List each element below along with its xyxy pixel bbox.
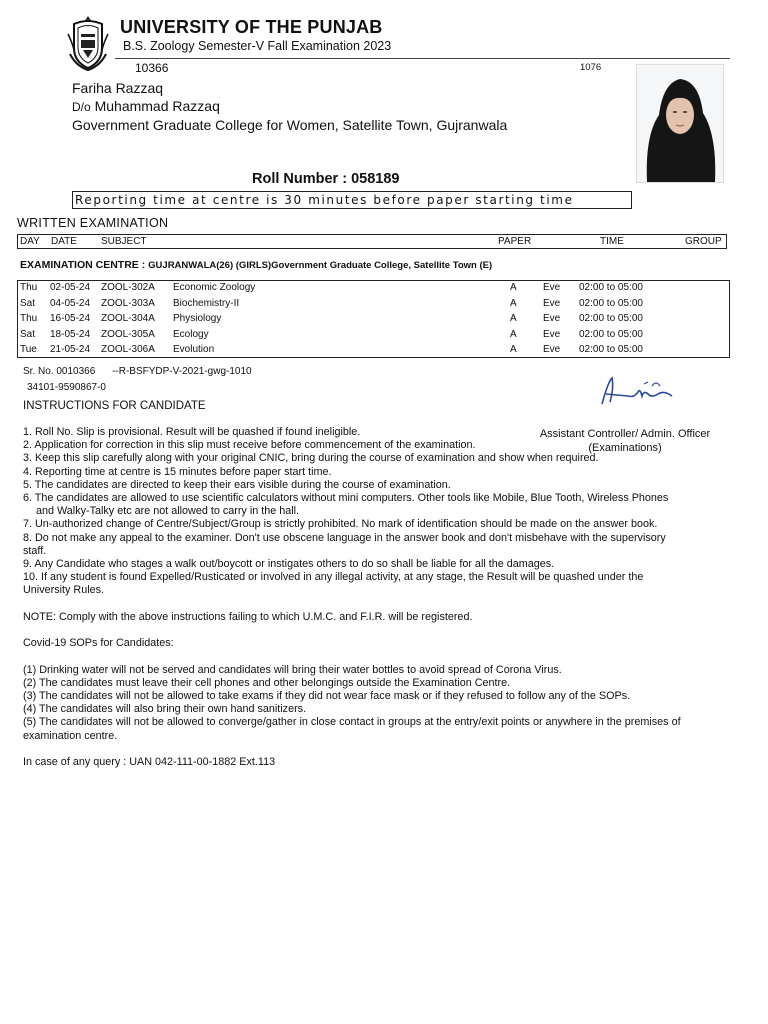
instruction-item: 3. Keep this slip carefully along with your original CNIC, bring during the course of examination and show when required. — [23, 452, 599, 465]
table-row — [18, 297, 729, 312]
row-subject: Evolution — [173, 344, 215, 355]
instruction-item: 6. The candidates are allowed to use scientific calculators without mini computers. Other tools like Mobile, Blue Tooth, Wireless Phones — [23, 492, 669, 505]
header-date: DATE — [51, 236, 77, 247]
row-time: 02:00 to 05:00 — [579, 282, 643, 293]
instruction-item: 7. Un-authorized change of Centre/Subject/Group is strictly prohibited. No mark of identification should be made on the answer book. — [23, 518, 658, 531]
table-row — [18, 328, 729, 343]
relation-prefix: D/o — [72, 100, 91, 114]
officer-department: (Examinations) — [588, 442, 662, 454]
schedule-table — [17, 280, 730, 358]
row-paper: A — [510, 297, 517, 309]
instructions-body — [23, 426, 741, 769]
row-date: 16-05-24 — [50, 313, 91, 324]
row-date: 02-05-24 — [50, 282, 91, 293]
written-exam-heading: WRITTEN EXAMINATION — [17, 216, 169, 230]
row-subject: Physiology — [173, 313, 222, 324]
covid-item: examination centre. — [23, 729, 118, 742]
row-code: ZOOL-302A — [101, 282, 155, 293]
reporting-note: Reporting time at centre is 30 minutes before paper starting time — [72, 191, 632, 209]
serial-number: 0010366 — [56, 366, 96, 377]
instructions-note: NOTE: Comply with the above instructions failing to which U.M.C. and F.I.R. will be registered. — [23, 610, 473, 623]
row-shift: Eve — [543, 328, 561, 340]
header-divider — [115, 58, 730, 59]
query-contact: In case of any query : UAN 042-111-00-1882 Ext.113 — [23, 756, 276, 769]
row-shift: Eve — [543, 282, 561, 293]
officer-signature — [598, 374, 678, 410]
row-code: ZOOL-303A — [101, 297, 155, 309]
row-time: 02:00 to 05:00 — [579, 313, 643, 324]
instruction-item: 8. Do not make any appeal to the examiner. Don't use obscene language in the answer book and don't misbehave with the supervisory — [23, 531, 666, 544]
header-day: DAY — [20, 236, 40, 247]
row-paper: A — [510, 328, 517, 340]
table-row — [18, 281, 729, 296]
officer-title: Assistant Controller/ Admin. Officer — [539, 428, 711, 440]
row-paper: A — [510, 344, 517, 355]
instructions-heading: INSTRUCTIONS FOR CANDIDATE — [23, 400, 206, 412]
row-time: 02:00 to 05:00 — [579, 328, 643, 340]
roll-number-value: 058189 — [351, 171, 400, 187]
serial-label: Sr. No. — [23, 366, 54, 377]
row-code: ZOOL-304A — [101, 313, 155, 324]
row-paper: A — [510, 313, 517, 324]
row-code: ZOOL-306A — [101, 344, 155, 355]
instruction-item: 2. Application for correction in this slip must receive before commencement of the examination. — [23, 439, 476, 452]
instruction-item: staff. — [23, 544, 47, 557]
header-time: TIME — [600, 236, 624, 247]
roll-number — [252, 171, 399, 187]
row-day: Thu — [20, 313, 38, 324]
row-day: Tue — [20, 344, 37, 355]
candidate-name: Fariha Razzaq — [72, 80, 164, 96]
row-shift: Eve — [543, 313, 561, 324]
row-subject: Biochemistry-II — [173, 297, 240, 309]
instruction-item: 10. If any student is found Expelled/Rusticated or involved in any illegal activity, at any stage, the Result will be quashed under the — [23, 571, 644, 584]
row-code: ZOOL-305A — [101, 328, 155, 340]
row-date: 18-05-24 — [50, 328, 91, 340]
slip-code-right: 1076 — [580, 62, 602, 73]
covid-item: (2) The candidates must leave their cell phones and other belongings outside the Examination Centre. — [23, 676, 511, 689]
examination-centre — [20, 259, 492, 271]
exam-title: B.S. Zoology Semester-V Fall Examination 2023 — [123, 39, 392, 53]
cnic-number: 34101-9590867-0 — [27, 382, 106, 393]
table-row — [18, 343, 729, 358]
instruction-item: 4. Reporting time at centre is 15 minutes before paper start time. — [23, 465, 332, 478]
row-shift: Eve — [543, 344, 561, 355]
serial-line — [23, 366, 252, 377]
schedule-header — [17, 234, 727, 249]
instruction-item: and Walky-Talky etc are not allowed to carry in the hall. — [36, 505, 300, 518]
candidate-photo — [636, 64, 724, 183]
covid-item: (1) Drinking water will not be served and candidates will bring their water bottles to avoid spread of Corona Virus. — [23, 663, 562, 676]
row-paper: A — [510, 282, 517, 293]
covid-item: (3) The candidates will not be allowed to take exams if they did not wear face mask or if they refused to follow any of the SOPs. — [23, 690, 631, 703]
header-group: GROUP — [685, 236, 722, 247]
covid-heading: Covid-19 SOPs for Candidates: — [23, 637, 174, 650]
roll-number-label: Roll Number : — [252, 171, 348, 187]
father-name: Muhammad Razzaq — [94, 98, 220, 114]
centre-value: GUJRANWALA(26) (GIRLS)Government Graduate College, Satellite Town (E) — [148, 260, 493, 271]
instruction-item: University Rules. — [23, 584, 104, 597]
instruction-item: 9. Any Candidate who stages a walk out/boycott or instigates others to do so shall be liable for all the damages. — [23, 558, 555, 571]
header-paper: PAPER — [498, 236, 532, 247]
row-time: 02:00 to 05:00 — [579, 297, 643, 309]
instruction-item: 1. Roll No. Slip is provisional. Result will be quashed if found ineligible. — [23, 426, 361, 438]
table-row — [18, 312, 729, 327]
row-time: 02:00 to 05:00 — [579, 344, 643, 355]
instruction-item: 5. The candidates are directed to keep their ears visible during the course of examination. — [23, 478, 451, 491]
row-date: 04-05-24 — [50, 297, 91, 309]
row-day: Sat — [20, 328, 36, 340]
row-day: Thu — [20, 282, 38, 293]
row-shift: Eve — [543, 297, 561, 309]
centre-label: EXAMINATION CENTRE : — [20, 259, 146, 271]
university-crest-logo — [66, 14, 110, 72]
candidate-college: Government Graduate College for Women, Satellite Town, Gujranwala — [72, 117, 508, 133]
covid-item: (5) The candidates will not be allowed to converge/gather in close contact in groups at the entry/exit points or anywhere in the premises of — [23, 716, 681, 729]
row-subject: Economic Zoology — [173, 282, 256, 293]
row-date: 21-05-24 — [50, 344, 91, 355]
header-subject: SUBJECT — [101, 236, 147, 247]
candidate-father — [72, 98, 220, 114]
covid-item: (4) The candidates will also bring their own hand sanitizers. — [23, 703, 307, 716]
reference-code: --R-BSFYDP-V-2021-gwg-1010 — [112, 366, 252, 377]
row-day: Sat — [20, 297, 36, 309]
university-title: UNIVERSITY OF THE PUNJAB — [120, 17, 383, 37]
row-subject: Ecology — [173, 328, 209, 340]
slip-code: 10366 — [135, 61, 169, 75]
